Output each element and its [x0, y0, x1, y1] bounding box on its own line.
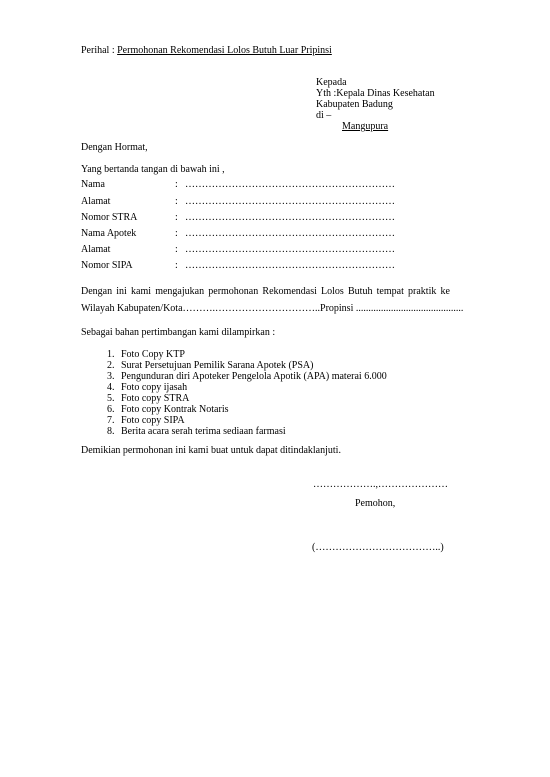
- list-item-text: Berita acara serah terima sediaan farmasi: [121, 426, 286, 437]
- closing-text: Demikian permohonan ini kami buat untuk dapat ditindaklanjuti.: [81, 445, 341, 456]
- request-line-1: Dengan ini kami mengajukan permohonan Rekomendasi Lolos Butuh tempat praktik ke: [81, 286, 450, 297]
- list-item-number: 8.: [107, 426, 115, 437]
- field-nomor-stra: [81, 212, 411, 224]
- field-colon: :: [175, 179, 178, 190]
- greeting: Dengan Hormat,: [81, 142, 148, 153]
- field-value: ………………………………………………………: [185, 228, 395, 239]
- intro-text: Yang bertanda tangan di bawah ini ,: [81, 164, 225, 175]
- field-label: Alamat: [81, 196, 111, 207]
- recipient-line-1: Kepada: [316, 77, 347, 88]
- recipient-line-4: di –: [316, 110, 332, 121]
- field-colon: :: [175, 244, 178, 255]
- recipient-city: Mangupura: [342, 121, 389, 132]
- field-colon: :: [175, 228, 178, 239]
- field-nama: [81, 179, 411, 191]
- field-alamat-apotek: [81, 244, 411, 256]
- subject-line: [81, 45, 332, 57]
- list-item-text: Surat Persetujuan Pemilik Sarana Apotek (PSA): [121, 360, 314, 371]
- subject-prefix: Perihal :: [81, 45, 118, 56]
- list-item-number: 1.: [107, 349, 115, 360]
- signature-role: Pemohon,: [355, 498, 396, 509]
- list-item-number: 7.: [107, 415, 115, 426]
- field-value: ………………………………………………………: [185, 196, 395, 207]
- subject-title: Permohonan Rekomendasi Lolos Butuh Luar Pripinsi: [117, 45, 332, 56]
- recipient-line-3: Kabupaten Badung: [316, 99, 393, 110]
- list-item-number: 5.: [107, 393, 115, 404]
- list-item-text: Foto copy STRA: [121, 393, 190, 404]
- list-item-text: Pengunduran diri Apoteker Pengelola Apotik (APA) materai 6.000: [121, 371, 387, 382]
- field-colon: :: [175, 196, 178, 207]
- field-label: Nomor STRA: [81, 212, 138, 223]
- field-colon: :: [175, 212, 178, 223]
- list-item-number: 2.: [107, 360, 115, 371]
- attachments-intro: Sebagai bahan pertimbangan kami dilampirkan :: [81, 327, 276, 338]
- field-label: Nama Apotek: [81, 228, 137, 239]
- field-label: Nama: [81, 179, 105, 190]
- signature-name-placeholder: (………………………………..): [312, 542, 444, 553]
- list-item-text: Foto copy Kontrak Notaris: [121, 404, 229, 415]
- field-value: ………………………………………………………: [185, 212, 395, 223]
- field-colon: :: [175, 260, 178, 271]
- field-nama-apotek: [81, 228, 411, 240]
- field-label: Alamat: [81, 244, 111, 255]
- list-item-number: 4.: [107, 382, 115, 393]
- list-item-number: 6.: [107, 404, 115, 415]
- list-item-text: Foto Copy KTP: [121, 349, 185, 360]
- recipient-line-2: Yth :Kepala Dinas Kesehatan: [316, 88, 435, 99]
- field-value: ………………………………………………………: [185, 179, 395, 190]
- request-line-2: Wilayah Kabupaten/Kota……….…………………………..Propinsi ...........................................: [81, 303, 464, 314]
- field-value: ………………………………………………………: [185, 244, 395, 255]
- list-item-text: Foto copy SIPA: [121, 415, 185, 426]
- list-item-text: Foto copy ijasah: [121, 382, 188, 393]
- field-value: ………………………………………………………: [185, 260, 395, 271]
- signature-place-date: ……………….,…………………: [313, 479, 448, 490]
- recipient-line-5: [316, 121, 388, 133]
- list-item-number: 3.: [107, 371, 115, 382]
- field-label: Nomor SIPA: [81, 260, 133, 271]
- field-alamat: [81, 196, 411, 208]
- field-nomor-sipa: [81, 260, 411, 272]
